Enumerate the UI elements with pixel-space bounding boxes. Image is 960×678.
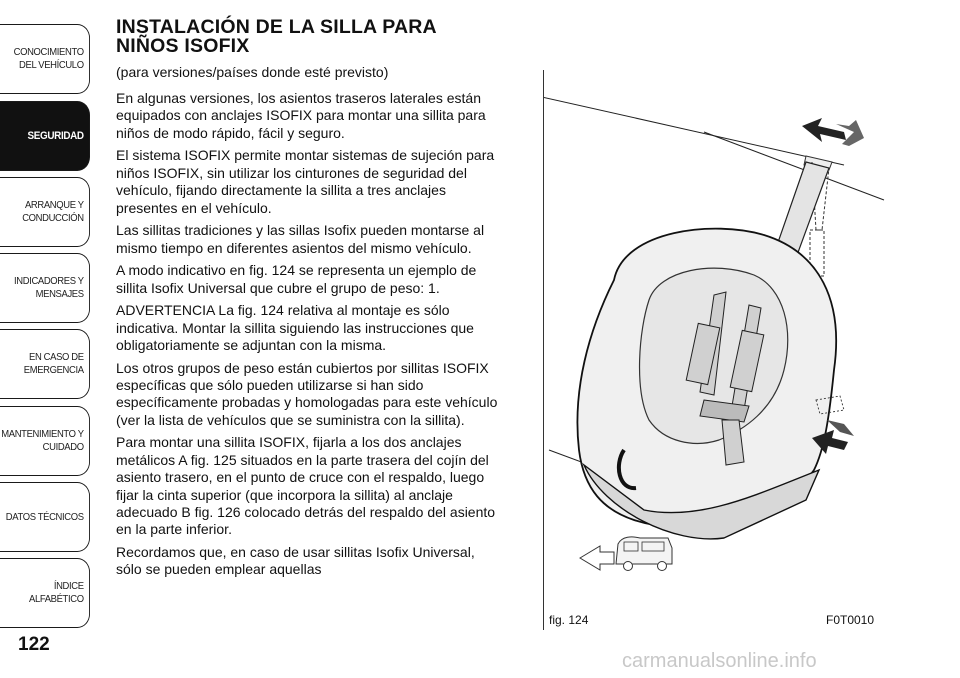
paragraph-4: A modo indicativo en fig. 124 se representa un ejemplo de sillita Isofix Universal que cubre el grupo de peso: 1. [116, 262, 477, 296]
tab-arranque-y-conduccion[interactable] [0, 177, 90, 247]
section-title [116, 18, 516, 56]
tab-en-caso-de-emergencia[interactable] [0, 329, 90, 399]
paragraph-5: ADVERTENCIA La fig. 124 relativa al montaje es sólo indicativa. Montar la sillita siguiendo las instrucciones que obligatoriamente se adjuntan con la misma. [116, 302, 474, 354]
paragraph-8: Recordamos que, en caso de usar sillitas Isofix Universal, sólo se pueden emplear aquellas [116, 544, 475, 578]
tab-seguridad[interactable] [0, 101, 90, 171]
section-title-line-1: INSTALACIÓN DE LA SILLA PARA [116, 16, 437, 38]
paragraph-6: Los otros grupos de peso están cubiertos por sillitas ISOFIX específicas que sólo pueden utilizarse si han sido específicamente probadas y homologadas para este vehículo (ver la lista de vehículos que se suministra con la sillita). [116, 359, 498, 428]
van-orientation-icon [580, 537, 672, 571]
tab-label: DATOS TÉCNICOS [5, 510, 84, 523]
tab-label: MANTENIMIENTO Y CUIDADO [1, 428, 84, 453]
tab-label: EN CASO DE EMERGENCIA [23, 351, 84, 376]
figure-isofix-seat [543, 70, 891, 630]
section-subtitle: (para versiones/países donde esté previsto) [116, 64, 389, 80]
paragraph-2: El sistema ISOFIX permite montar sistemas de sujeción para niños ISOFIX, sin utilizar los cinturones de seguridad del vehículo, fijando directamente la sillita a tres anclajes presentes en el vehículo. [116, 147, 495, 216]
tab-mantenimiento-y-cuidado[interactable] [0, 406, 90, 476]
tab-label: SEGURIDAD [27, 129, 84, 142]
tab-label: ARRANQUE Y CONDUCCIÓN [22, 199, 84, 224]
body-text [116, 90, 502, 584]
paragraph-7: Para montar una sillita ISOFIX, fijarla a los dos anclajes metálicos A fig. 125 situados en la parte trasera del cojín del asiento trasero, en el punto de cruce con el respaldo, luego fijar la cinta superior (que incorpora la sillita) al anclaje adecuado B fig. 126 colocado detrás del respaldo del asiento en la parte inferior. [116, 434, 496, 538]
tab-label: ÍNDICE ALFABÉTICO [28, 580, 84, 605]
tab-indice-alfabetico[interactable] [0, 558, 90, 628]
figure-code: F0T0010 [826, 613, 875, 627]
watermark: carmanualsonline.info [622, 650, 817, 672]
isofix-seat-illustration [544, 70, 892, 630]
figure-caption: fig. 124 [549, 613, 589, 627]
section-title-line-2: NIÑOS ISOFIX [116, 35, 250, 57]
tab-label: INDICADORES Y MENSAJES [13, 275, 84, 300]
tab-label: CONOCIMIENTO DEL VEHÍCULO [13, 46, 84, 71]
paragraph-1: En algunas versiones, los asientos traseros laterales están equipados con anclajes ISOFIX para montar una sillita para niños de modo rápido, fácil y seguro. [116, 90, 486, 141]
tab-conocimiento-del-vehiculo[interactable] [0, 24, 90, 94]
tab-indicadores-y-mensajes[interactable] [0, 253, 90, 323]
page-number: 122 [18, 634, 50, 655]
tab-datos-tecnicos[interactable] [0, 482, 90, 552]
paragraph-3: Las sillitas tradiciones y las sillas Isofix pueden montarse al mismo tiempo en diferentes asientos del mismo vehículo. [116, 222, 485, 256]
